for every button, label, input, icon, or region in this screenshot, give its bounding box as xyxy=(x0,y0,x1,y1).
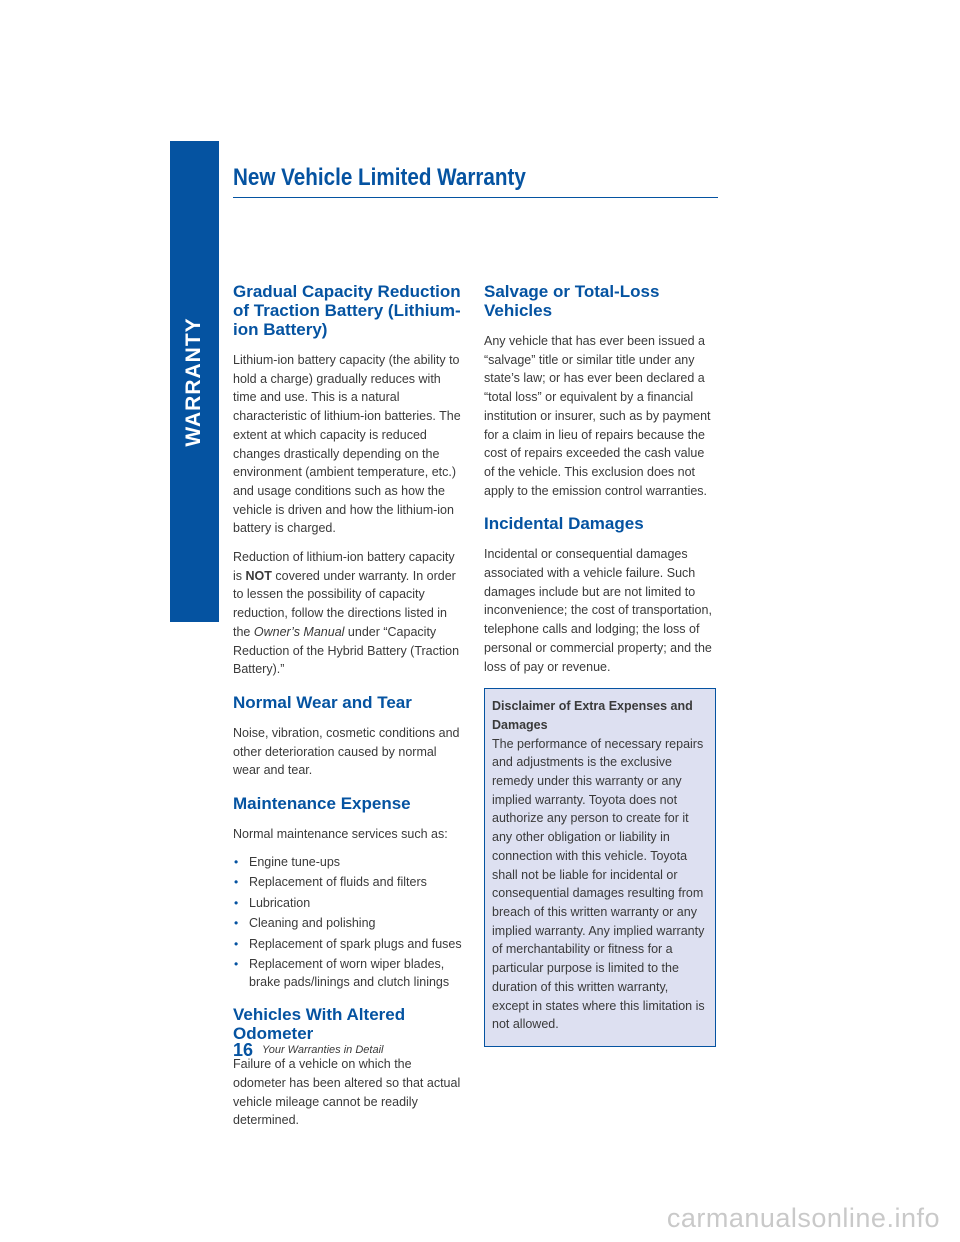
bullet-icon: • xyxy=(234,854,239,869)
gradual-capacity-heading: Gradual Capacity Reduction of Traction Battery (Lithium-ion Battery) xyxy=(233,282,461,339)
odometer-heading: Vehicles With Altered Odometer xyxy=(233,1005,406,1044)
list-item-text: Replacement of fluids and filters xyxy=(249,875,427,890)
list-item-text: Engine tune-ups xyxy=(249,854,341,869)
list-item xyxy=(233,895,465,913)
maintenance-heading: Maintenance Expense xyxy=(233,794,411,814)
body-2-mid: covered under warranty. In order to lessen the possibility of capacity reduction, follow the directions listed in the xyxy=(233,568,456,639)
watermark: carmanualsonline.info xyxy=(666,1203,940,1233)
salvage-body: Any vehicle that has ever been issued a “salvage” title or similar title under any state’s law; or has ever been declared a “total loss” or equivalent by a financial institution or insurer, such as by payment for a claim in lieu of repairs because the cost of repairs exceeded the cash value of the vehicle. This exclusion does not apply to the emission control warranties. xyxy=(484,334,711,498)
right-column xyxy=(484,282,716,1047)
maintenance-list xyxy=(233,854,465,992)
owners-manual-ref: Owner’s Manual xyxy=(253,624,345,639)
gradual-capacity-body-2 xyxy=(233,548,465,679)
page-number: 16 xyxy=(233,1040,254,1060)
list-item xyxy=(233,874,465,892)
page-title: New Vehicle Limited Warranty xyxy=(233,164,526,191)
left-column xyxy=(233,282,465,1140)
incidental-heading: Incidental Damages xyxy=(484,514,644,534)
disclaimer-box xyxy=(484,688,716,1047)
bullet-icon: • xyxy=(234,916,239,931)
side-tab-label: WARRANTY xyxy=(182,317,205,447)
bullet-icon: • xyxy=(234,875,239,890)
list-item-text: Replacement of worn wiper blades, brake pads/linings and clutch linings xyxy=(249,957,450,989)
normal-wear-body: Noise, vibration, cosmetic conditions and other deterioration caused by normal wear and tear. xyxy=(233,725,460,778)
page-caption: Your Warranties in Detail xyxy=(262,1044,384,1056)
odometer-body: Failure of a vehicle on which the odometer has been altered so that actual vehicle mileage cannot be readily determined. xyxy=(233,1057,461,1128)
list-item xyxy=(233,854,465,872)
bullet-icon: • xyxy=(234,936,239,951)
bullet-icon: • xyxy=(234,895,239,910)
not-emphasis: NOT xyxy=(245,568,272,583)
title-divider xyxy=(233,197,718,198)
list-item-text: Replacement of spark plugs and fuses xyxy=(249,936,462,951)
gradual-capacity-body-1: Lithium-ion battery capacity (the ability to hold a charge) gradually reduces with time and use. This is a natural characteristic of lithium-ion batteries. The extent at which capacity is reduced changes drastically depending on the environment (ambient temperature, etc.) and usage conditions such as how the vehicle is driven and how the lithium-ion battery is charged. xyxy=(233,353,461,536)
list-item xyxy=(233,956,465,991)
salvage-heading: Salvage or Total-Loss Vehicles xyxy=(484,282,660,320)
maintenance-intro: Normal maintenance services such as: xyxy=(233,827,448,842)
body-2-post: under “Capacity Reduction of the Hybrid Battery (Traction Battery).” xyxy=(233,624,460,677)
normal-wear-heading: Normal Wear and Tear xyxy=(233,692,412,712)
bullet-icon: • xyxy=(234,957,239,972)
incidental-body: Incidental or consequential damages associated with a vehicle failure. Such damages include but are not limited to inconvenience; the cost of transportation, telephone calls and lodging; the loss of personal or commercial property; and the loss of pay or revenue. xyxy=(484,547,712,674)
list-item xyxy=(233,915,465,933)
disclaimer-body: The performance of necessary repairs and adjustments is the exclusive remedy under this warranty or any implied warranty. Toyota does not authorize any person to create for it any other obligation or liability in connection with this vehicle. Toyota shall not be liable for incidental or consequential damages resulting from breach of this written warranty or any implied warranty. Any implied warranty of merchantability or fitness for a particular purpose is limited to the duration of this written warranty, except in states where this limitation is not allowed. xyxy=(492,736,705,1032)
list-item-text: Lubrication xyxy=(249,895,311,910)
disclaimer-heading: Disclaimer of Extra Expenses and Damages xyxy=(492,699,693,732)
list-item xyxy=(233,936,465,954)
list-item-text: Cleaning and polishing xyxy=(249,916,376,931)
body-2-pre: Reduction of lithium-ion battery capacity is xyxy=(233,550,455,583)
